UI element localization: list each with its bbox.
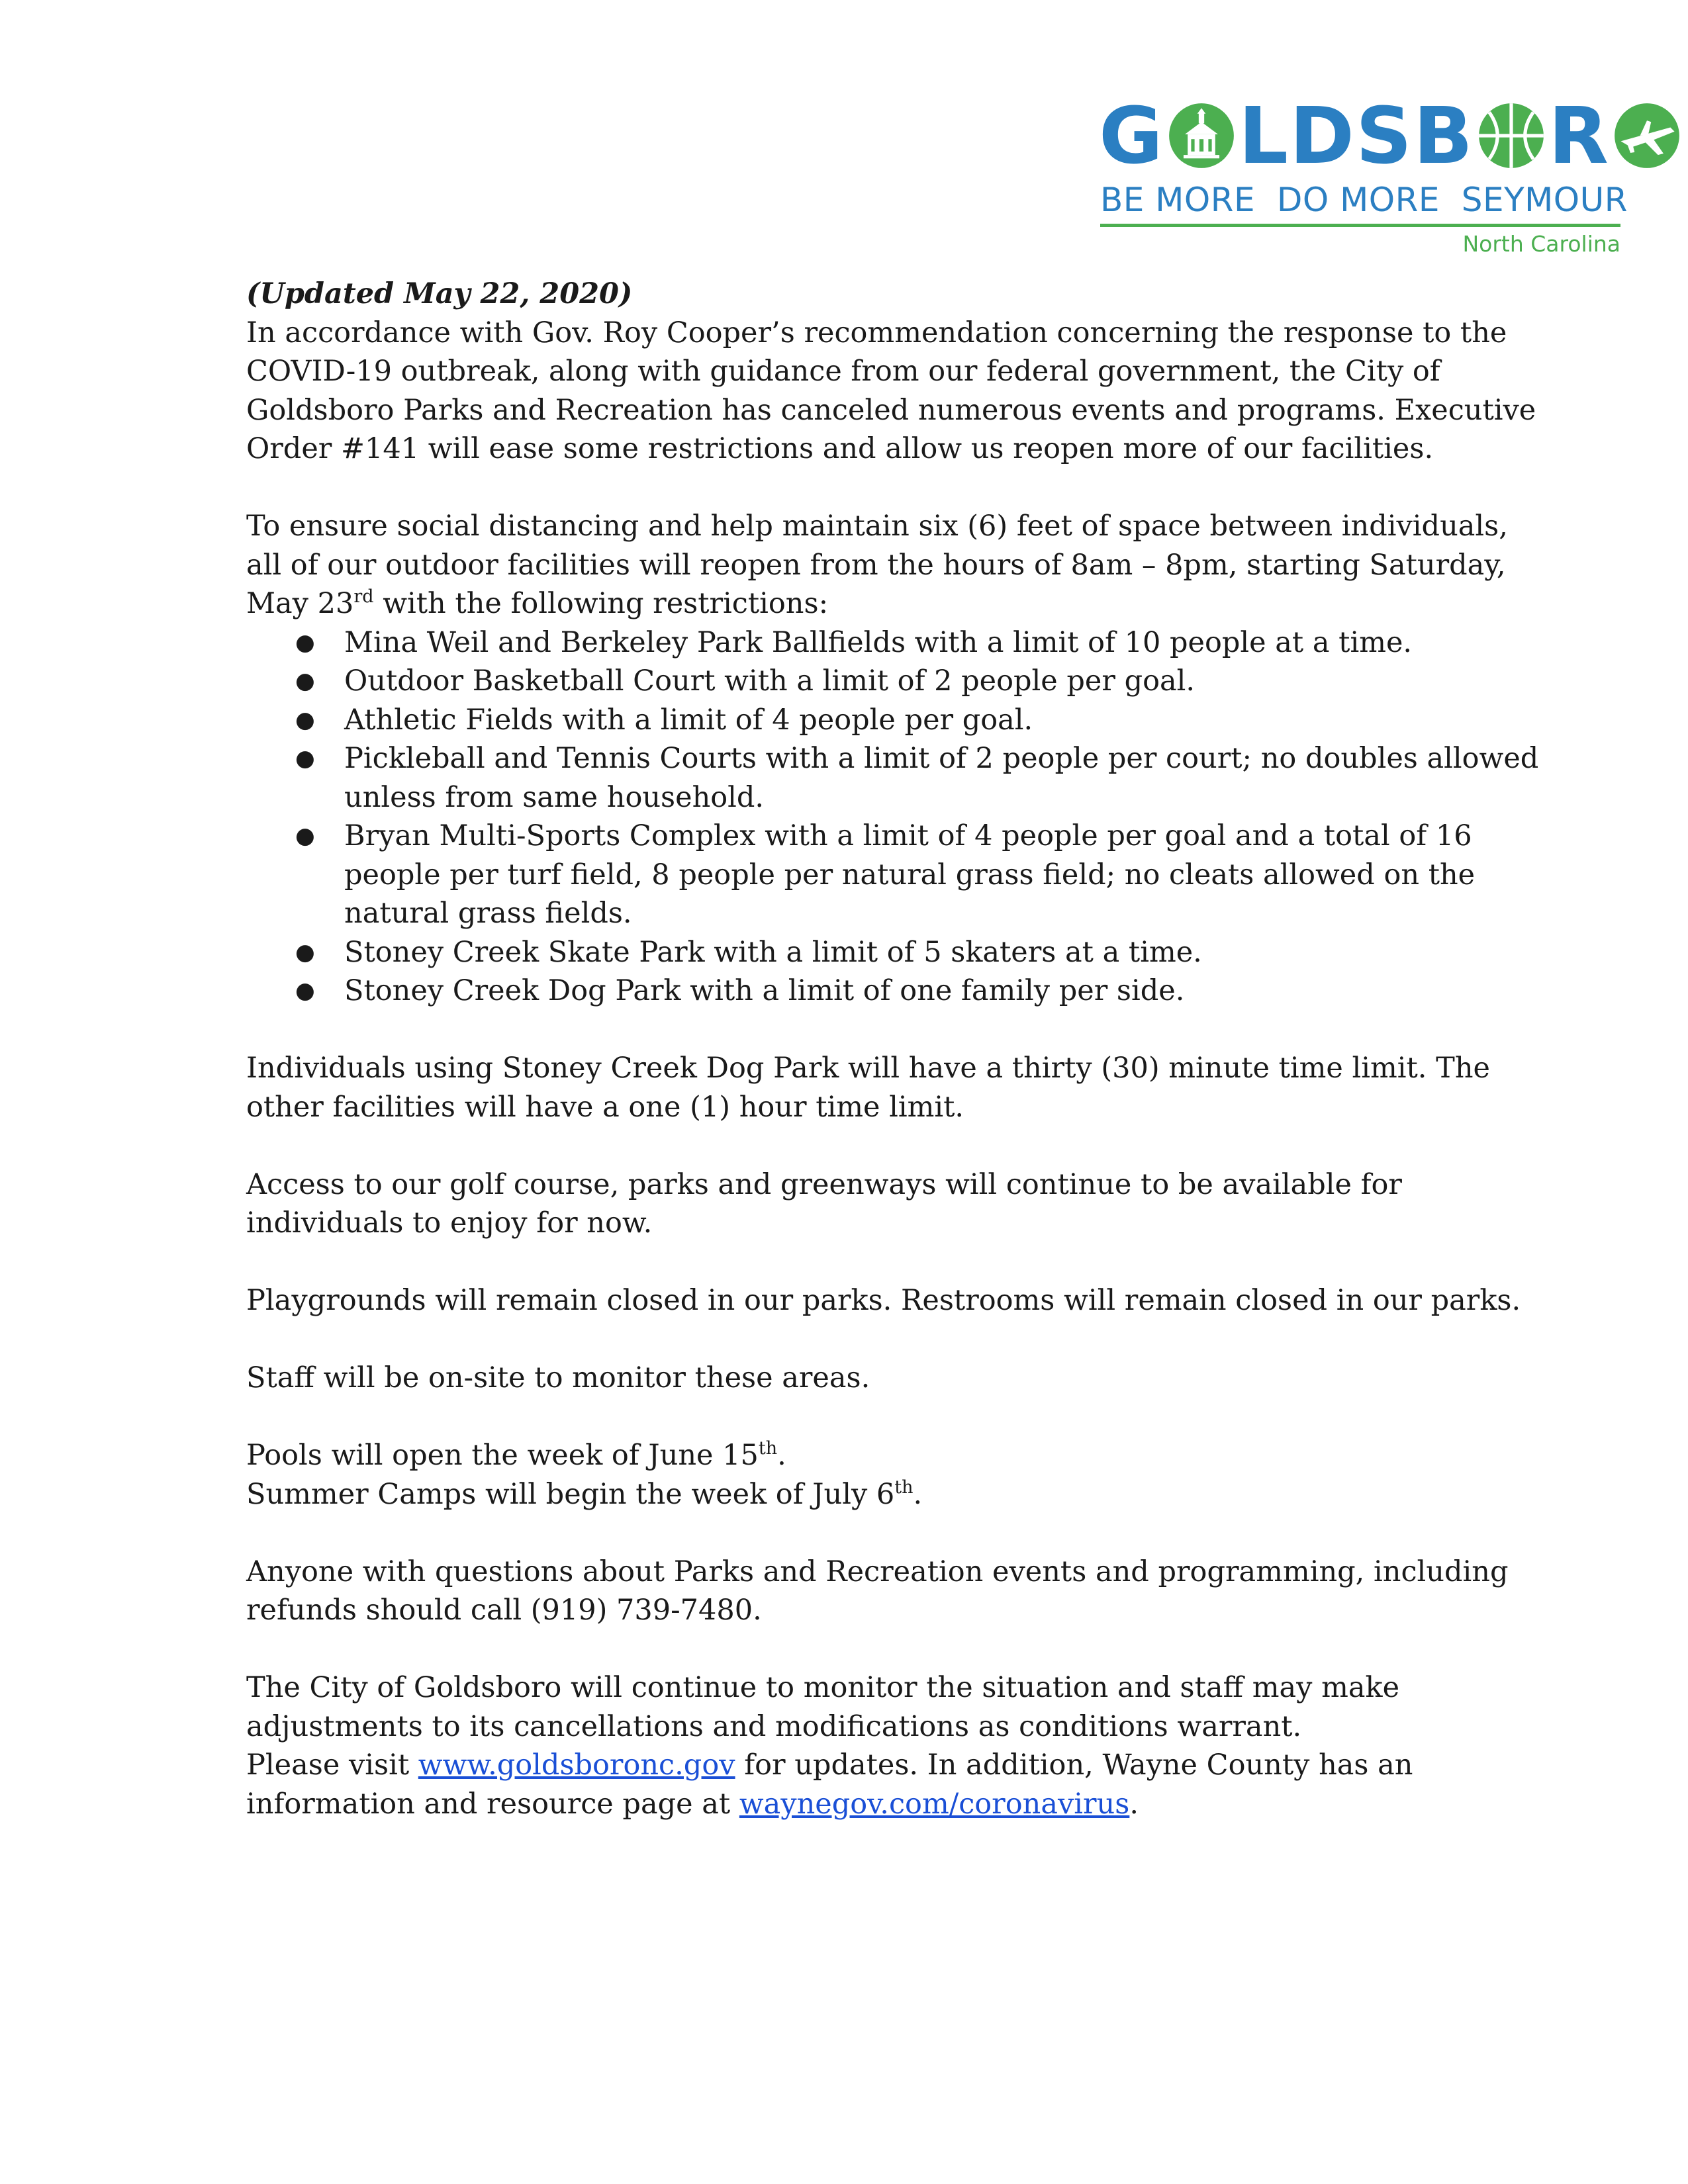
logo-letters-ldsb: LDSB: [1238, 90, 1474, 181]
bullet-icon: ●: [295, 938, 315, 966]
list-item: [246, 972, 1544, 1011]
camps-text: Summer Camps will begin the week of July 6: [246, 1477, 895, 1511]
distancing-text: To ensure social distancing and help maintain six (6) feet of space between individuals, all of our outdoor facilities will reopen from the hours of 8am – 8pm, starting Saturday, May 23: [246, 510, 1508, 620]
list-item: [246, 623, 1544, 662]
list-item-text: Outdoor Basketball Court with a limit of 2 people per goal.: [344, 664, 1196, 698]
pools-ordinal: th: [758, 1438, 778, 1459]
wayne-county-link[interactable]: waynegov.com/coronavirus: [739, 1787, 1130, 1821]
list-item-text: Bryan Multi-Sports Complex with a limit of 4 people per goal and a total of 16 people per turf field, 8 people per natural grass field; no cleats allowed on the natural grass fields.: [344, 819, 1476, 930]
bullet-icon: ●: [295, 668, 315, 694]
document-body: [246, 275, 1544, 1823]
camps-ordinal: th: [894, 1477, 914, 1498]
questions-paragraph: Anyone with questions about Parks and Recreation events and programming, including refunds should call (919) 739-7480.: [246, 1555, 1509, 1627]
list-item-text: Athletic Fields with a limit of 4 people per goal.: [344, 703, 1033, 737]
visit-text: Please visit: [246, 1749, 418, 1782]
bullet-icon: ●: [295, 629, 315, 656]
courthouse-icon: [1167, 101, 1236, 170]
camps-text-end: .: [913, 1477, 923, 1511]
list-item: [246, 817, 1544, 933]
logo-letter-r: R: [1548, 90, 1610, 181]
camps-line: [246, 1475, 1544, 1514]
distancing-text-end: with the following restrictions:: [373, 587, 829, 620]
restrictions-list: [246, 623, 1544, 1011]
goldsboro-website-link[interactable]: www.goldsboronc.gov: [418, 1749, 735, 1782]
staff-paragraph: Staff will be on-site to monitor these areas.: [246, 1361, 870, 1394]
time-limits-paragraph: Individuals using Stoney Creek Dog Park will have a thirty (30) minute time limit. The other facilities will have a one (1) hour time limit.: [246, 1052, 1490, 1124]
bullet-icon: ●: [295, 745, 315, 772]
distancing-paragraph: [246, 507, 1544, 623]
monitor-paragraph: The City of Goldsboro will continue to monitor the situation and staff may make adjustments to its cancellations and modifications as conditions warrant.: [246, 1671, 1400, 1743]
logo-wordmark: [1099, 90, 1684, 181]
intro-paragraph: In accordance with Gov. Roy Cooper’s recommendation concerning the response to the COVID-19 outbreak, along with guidance from our federal government, the City of Goldsboro Parks and Recreation has canceled numerous events and programs. Executive Order #141 will ease some restrictions and allow us reopen more of our facilities.: [246, 316, 1536, 465]
list-item-text: Stoney Creek Skate Park with a limit of 5 skaters at a time.: [344, 935, 1202, 969]
list-item: [246, 701, 1544, 740]
bullet-icon: ●: [295, 706, 315, 733]
date-ordinal: rd: [353, 586, 374, 607]
visit-paragraph: [246, 1746, 1544, 1823]
basketball-icon: [1477, 101, 1546, 170]
logo-letter-g: G: [1099, 90, 1164, 181]
bullet-icon: ●: [295, 823, 315, 849]
list-item: [246, 739, 1544, 817]
pools-line: [246, 1436, 1544, 1475]
logo-tagline: BE MORE DO MORE SEYMOUR: [1100, 181, 1628, 219]
visit-text-end: .: [1129, 1787, 1139, 1821]
pools-text-end: .: [777, 1439, 786, 1472]
updated-date: (Updated May 22, 2020): [246, 277, 633, 310]
jet-icon: [1613, 101, 1681, 170]
list-item: [246, 662, 1544, 701]
city-logo: [1099, 90, 1628, 257]
list-item-text: Mina Weil and Berkeley Park Ballfields with a limit of 10 people at a time.: [344, 625, 1413, 659]
pools-text: Pools will open the week of June 15: [246, 1439, 759, 1472]
list-item-text: Pickleball and Tennis Courts with a limit of 2 people per court; no doubles allowed unless from same household.: [344, 742, 1539, 814]
list-item-text: Stoney Creek Dog Park with a limit of one family per side.: [344, 974, 1185, 1007]
bullet-icon: ●: [295, 978, 315, 1004]
visit-text-middle: for updates. In addition, Wayne County has an information and resource page at: [246, 1749, 1413, 1821]
logo-state: North Carolina: [1462, 231, 1620, 257]
logo-divider: [1100, 224, 1620, 227]
closures-paragraph: Playgrounds will remain closed in our parks. Restrooms will remain closed in our parks.: [246, 1284, 1521, 1317]
list-item: [246, 933, 1544, 972]
access-paragraph: Access to our golf course, parks and greenways will continue to be available for individuals to enjoy for now.: [246, 1167, 1402, 1240]
